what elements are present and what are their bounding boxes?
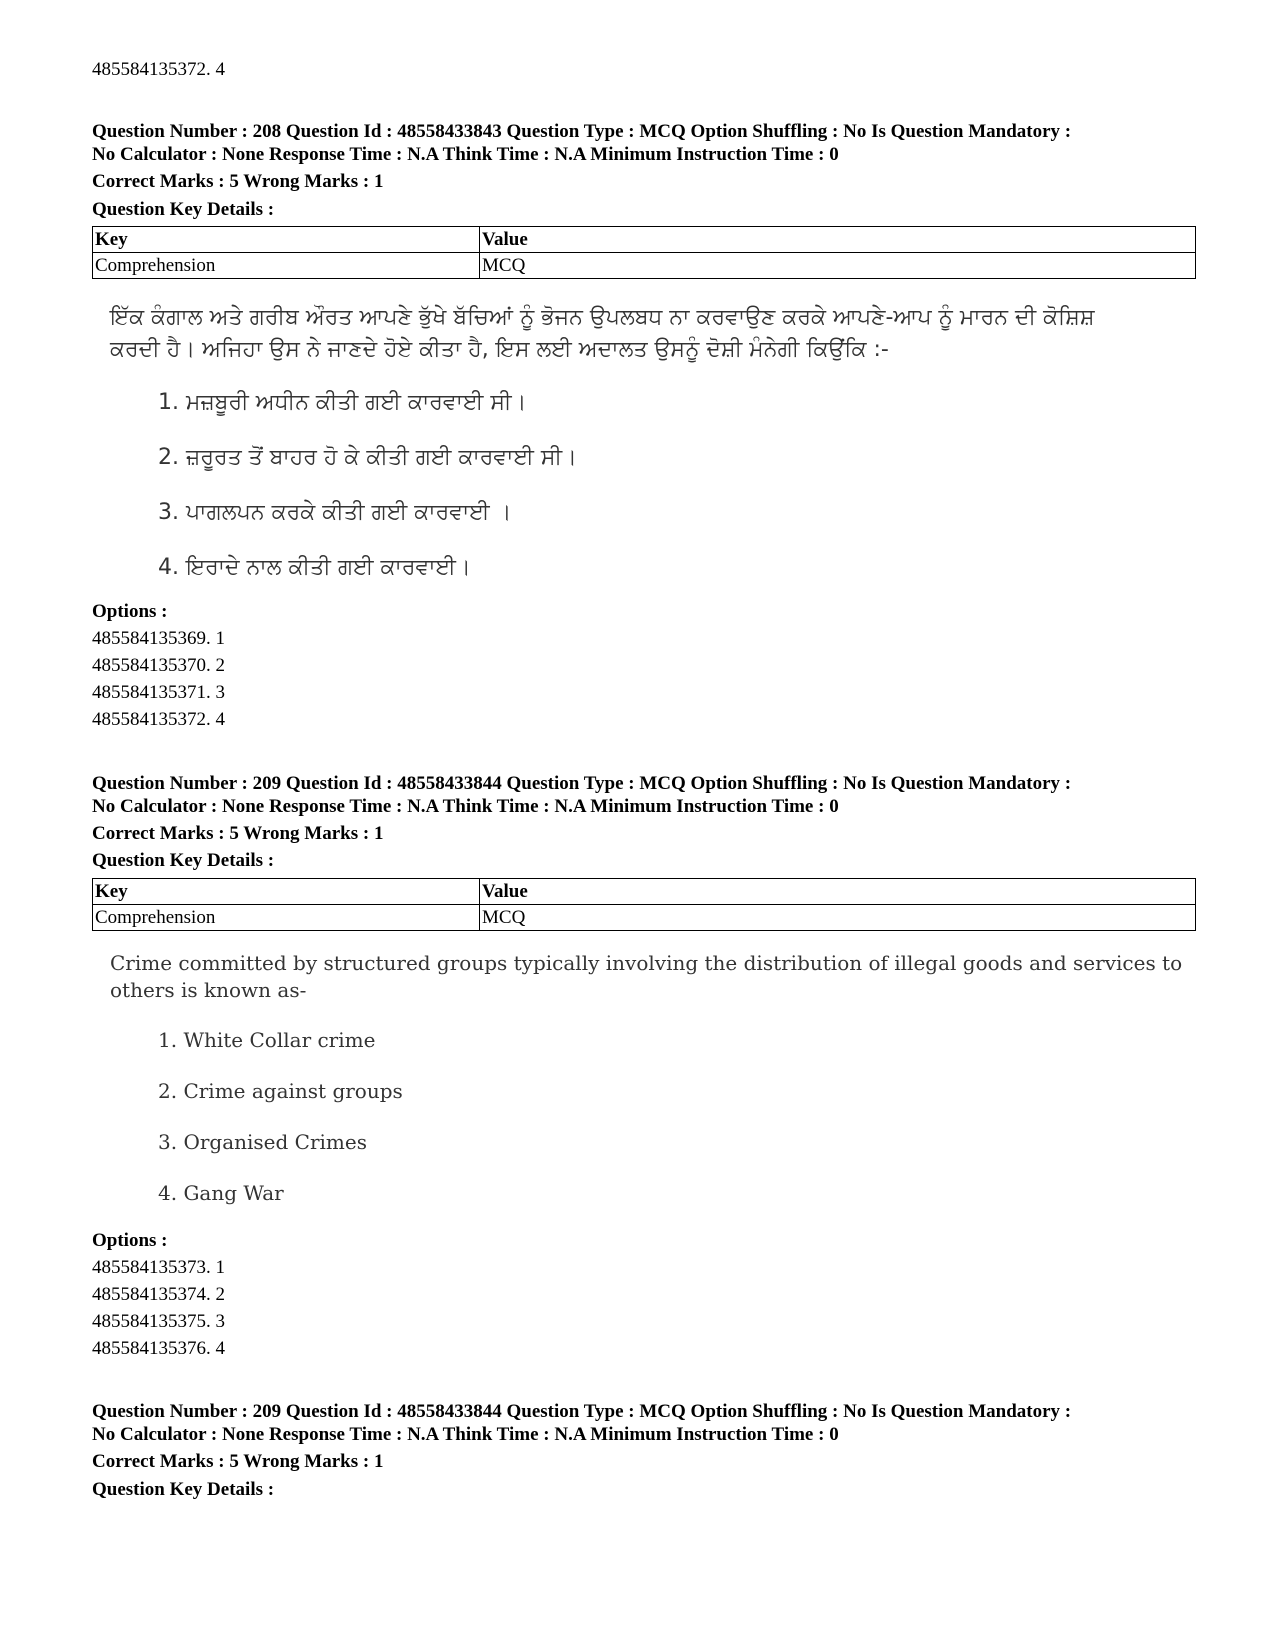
- option-line: 485584135373. 1: [92, 1257, 225, 1278]
- question-key-details-label: Question Key Details :: [92, 199, 275, 220]
- option-line: 485584135375. 3: [92, 1311, 225, 1332]
- question-text-line2: others is known as-: [110, 978, 307, 1002]
- table-cell-value: MCQ: [480, 253, 1196, 279]
- question-header-line1: Question Number : 209 Question Id : 48558433844 Question Type : MCQ Option Shuffling : No Is Question Mandatory :: [92, 1401, 1072, 1422]
- choice-item: 4. Gang War: [158, 1181, 284, 1205]
- choice-item: 1. White Collar crime: [158, 1028, 376, 1052]
- question-marks: Correct Marks : 5 Wrong Marks : 1: [92, 823, 384, 844]
- table-header-key: Key: [93, 227, 480, 253]
- option-line: 485584135369. 1: [92, 628, 225, 649]
- table-header-row: [93, 227, 1196, 253]
- option-line: 485584135371. 3: [92, 682, 225, 703]
- option-line: 485584135372. 4: [92, 59, 225, 80]
- question-text-image: [110, 302, 1180, 592]
- options-label: Options :: [92, 601, 168, 622]
- option-line: 485584135372. 4: [92, 709, 225, 730]
- table-row: [93, 905, 1196, 931]
- choice-item: 1. ਮਜ਼ਬੂਰੀ ਅਧੀਨ ਕੀਤੀ ਗਈ ਕਾਰਵਾਈ ਸੀ।: [158, 390, 527, 415]
- table-cell-value: MCQ: [480, 905, 1196, 931]
- option-line: 485584135374. 2: [92, 1284, 225, 1305]
- question-header-line2: No Calculator : None Response Time : N.A Think Time : N.A Minimum Instruction Time : 0: [92, 796, 839, 817]
- choice-item: 3. Organised Crimes: [158, 1130, 367, 1154]
- question-text-image: [110, 950, 1183, 1220]
- table-header-key: Key: [93, 879, 480, 905]
- key-details-table: [92, 226, 1196, 279]
- table-row: [93, 253, 1196, 279]
- question-key-details-label: Question Key Details :: [92, 850, 275, 871]
- question-header-line1: Question Number : 209 Question Id : 48558433844 Question Type : MCQ Option Shuffling : No Is Question Mandatory :: [92, 773, 1072, 794]
- question-header-line2: No Calculator : None Response Time : N.A Think Time : N.A Minimum Instruction Time : 0: [92, 144, 839, 165]
- question-header-line2: No Calculator : None Response Time : N.A Think Time : N.A Minimum Instruction Time : 0: [92, 1424, 839, 1445]
- option-line: 485584135370. 2: [92, 655, 225, 676]
- question-marks: Correct Marks : 5 Wrong Marks : 1: [92, 171, 384, 192]
- choice-item: 2. ਜ਼ਰੂਰਤ ਤੋਂ ਬਾਹਰ ਹੋ ਕੇ ਕੀਤੀ ਗਈ ਕਾਰਵਾਈ ਸੀ।: [158, 445, 577, 470]
- table-header-value: Value: [480, 227, 1196, 253]
- question-marks: Correct Marks : 5 Wrong Marks : 1: [92, 1451, 384, 1472]
- question-text-line1: ਇੱਕ ਕੰਗਾਲ ਅਤੇ ਗਰੀਬ ਔਰਤ ਆਪਣੇ ਭੁੱਖੇ ਬੱਚਿਆਂ ਨੂੰ ਭੋਜਨ ਉਪਲਬਧ ਨਾ ਕਰਵਾਉਣ ਕਰਕੇ ਆਪਣੇ-ਆਪ ਨੂੰ ਮਾਰਨ ਦੀ ਕੋਸ਼ਿਸ਼: [110, 305, 1095, 330]
- table-header-value: Value: [480, 879, 1196, 905]
- question-header-line1: Question Number : 208 Question Id : 48558433843 Question Type : MCQ Option Shuffling : No Is Question Mandatory :: [92, 121, 1072, 142]
- option-line: 485584135376. 4: [92, 1338, 225, 1359]
- options-label: Options :: [92, 1230, 168, 1251]
- table-cell-key: Comprehension: [93, 253, 480, 279]
- choice-item: 3. ਪਾਗਲਪਨ ਕਰਕੇ ਕੀਤੀ ਗਈ ਕਾਰਵਾਈ ।: [158, 500, 512, 525]
- question-key-details-label: Question Key Details :: [92, 1479, 275, 1500]
- question-text-line2: ਕਰਦੀ ਹੈ। ਅਜਿਹਾ ਉਸ ਨੇ ਜਾਣਦੇ ਹੋਏ ਕੀਤਾ ਹੈ, ਇਸ ਲਈ ਅਦਾਲਤ ਉਸਨੂੰ ਦੋਸ਼ੀ ਮੰਨੇਗੀ ਕਿਉਂਕਿ :-: [110, 337, 889, 362]
- table-header-row: [93, 879, 1196, 905]
- table-cell-key: Comprehension: [93, 905, 480, 931]
- key-details-table: [92, 878, 1196, 931]
- question-text-line1: Crime committed by structured groups typically involving the distribution of illegal goods and services to: [110, 951, 1183, 975]
- choice-item: 2. Crime against groups: [158, 1079, 403, 1103]
- choice-item: 4. ਇਰਾਦੇ ਨਾਲ ਕੀਤੀ ਗਈ ਕਾਰਵਾਈ।: [158, 555, 471, 580]
